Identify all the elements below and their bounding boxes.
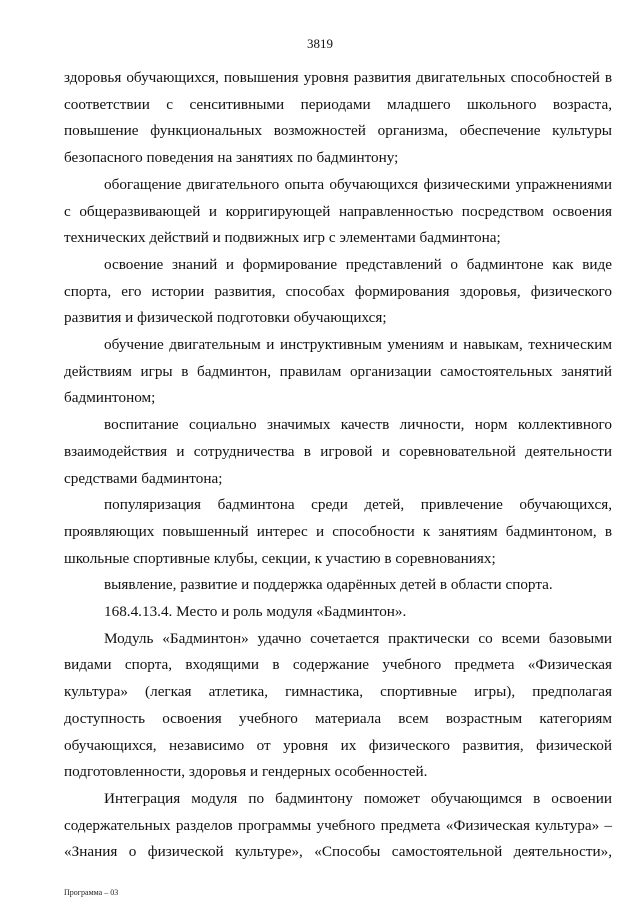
paragraph-5: воспитание социально значимых качеств личности, норм коллективного взаимодействия и сотрудничества в игровой и соревновательной деятельности средствами бадминтона; <box>64 416 612 487</box>
paragraph-6: популяризация бадминтона среди детей, привлечение обучающихся, проявляющих повышенный интерес и способности к занятиям бадминтоном, в школьные спортивные клубы, секции, к участию в соревнованиях; <box>64 496 612 567</box>
section-heading: 168.4.13.4. Место и роль модуля «Бадминтон». <box>104 603 407 621</box>
paragraph-4: обучение двигательным и инструктивным умениям и навыкам, техническим действиям игры в бадминтон, правилам организации самостоятельных занятий бадминтоном; <box>64 336 612 407</box>
document-body <box>64 65 612 866</box>
paragraph-10: Интеграция модуля по бадминтону поможет обучающимся в освоении содержательных разделов программы учебного предмета «Физическая культура» – «Знания о физической культуре», «Способы самостоятельной деятельности», <box>64 789 612 861</box>
paragraph-7: выявление, развитие и поддержка одарённых детей в области спорта. <box>104 576 553 594</box>
footer-label: Программа – 03 <box>64 888 119 897</box>
paragraph-9: Модуль «Бадминтон» удачно сочетается практически со всеми базовыми видами спорта, входящими в содержание учебного предмета «Физическая культура» (легкая атлетика, гимнастика, спортивные игры), предполагая доступность освоения учебного материала всем возрастным категориям обучающихся, независимо от уровня их физического развития, физической подготовленности, здоровья и гендерных особенностей. <box>64 629 612 781</box>
paragraph-1: здоровья обучающихся, повышения уровня развития двигательных способностей в соответствии с сенситивными периодами младшего школьного возраста, повышение функциональных возможностей организма, обеспечение культуры безопасного поведения на занятиях по бадминтону; <box>64 69 612 167</box>
page-number: 3819 <box>307 36 333 51</box>
paragraph-3: освоение знаний и формирование представлений о бадминтоне как виде спорта, его истории развития, способах формирования здоровья, физического развития и физической подготовки обучающихся; <box>64 255 612 327</box>
paragraph-2: обогащение двигательного опыта обучающихся физическими упражнениями с общеразвивающей и корригирующей направленностью посредством освоения технических действий и подвижных игр с элементами бадминтона; <box>64 175 612 247</box>
